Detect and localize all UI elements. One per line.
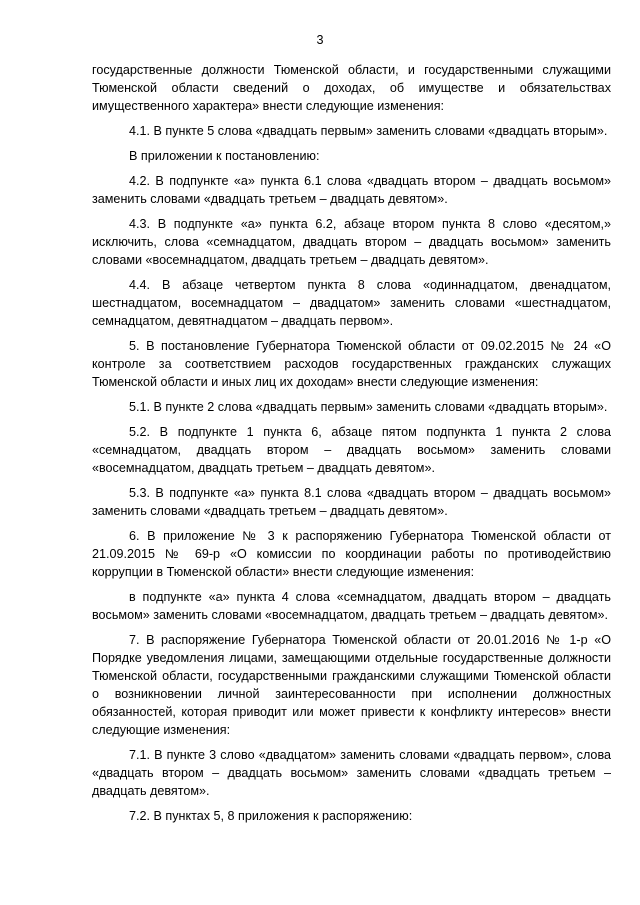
paragraph-4-2: 4.2. В подпункте «а» пункта 6.1 слова «двадцать втором – двадцать восьмом» заменить словами «двадцать третьем – двадцать девятом».: [92, 174, 611, 206]
paragraph-5: 5. В постановление Губернатора Тюменской области от 09.02.2015 № 24 «О контроле за соответствием расходов государственных гражданских служащих Тюменской области и иных лиц их доходам» внести следующие изменения:: [92, 339, 611, 389]
paragraph-4-3: 4.3. В подпункте «а» пункта 6.2, абзаце втором пункта 8 слово «десятом,» исключить, слова «семнадцатом, двадцать втором – двадцать восьмом» заменить словами «восемнадцатом, двадцать третьем – двадцать девятом».: [92, 217, 611, 267]
paragraph-5-2: 5.2. В подпункте 1 пункта 6, абзаце пятом подпункта 1 пункта 2 слова «семнадцатом, двадцать втором – двадцать восьмом» заменить словами «восемнадцатом, двадцать третьем – двадцать девятом».: [92, 425, 611, 475]
paragraph-4-1: 4.1. В пункте 5 слова «двадцать первым» заменить словами «двадцать вторым».: [129, 124, 608, 138]
paragraph-7-2: 7.2. В пунктах 5, 8 приложения к распоряжению:: [129, 809, 413, 823]
paragraph-6-subpoint: в подпункте «а» пункта 4 слова «семнадцатом, двадцать втором – двадцать восьмом» заменить словами «восемнадцатом, двадцать третьем – двадцать девятом».: [92, 590, 611, 622]
paragraph-5-3: 5.3. В подпункте «а» пункта 8.1 слова «двадцать втором – двадцать восьмом» заменить словами «двадцать третьем – двадцать девятом».: [92, 486, 611, 518]
paragraph-intro-continuation: государственные должности Тюменской области, и государственными служащими Тюменской области сведений о доходах, об имуществе и обязательствах имущественного характера» внести следующие изменения:: [92, 63, 611, 113]
paragraph-4-4: 4.4. В абзаце четвертом пункта 8 слова «одиннадцатом, двенадцатом, шестнадцатом, восемнадцатом – двадцатом» заменить словами «шестнадцатом, семнадцатом, девятнадцатом – двадцать первом».: [92, 278, 611, 328]
paragraph-7-1: 7.1. В пункте 3 слово «двадцатом» заменить словами «двадцать первом», слова «двадцать втором – двадцать восьмом» заменить словами «двадцать третьем – двадцать девятом».: [92, 748, 611, 798]
paragraph-7: 7. В распоряжение Губернатора Тюменской области от 20.01.2016 № 1-р «О Порядке уведомления лицами, замещающими отдельные государственные должности Тюменской области, государственными гражданскими служащими Тюменской области о возникновении личной заинтересованности при исполнении должностных обязанностей, которая приводит или может привести к конфликту интересов» внести следующие изменения:: [92, 633, 611, 737]
page-number: 3: [316, 33, 324, 47]
paragraph-appendix-heading: В приложении к постановлению:: [129, 149, 320, 163]
document-body: [92, 61, 611, 832]
paragraph-5-1: 5.1. В пункте 2 слова «двадцать первым» заменить словами «двадцать вторым».: [129, 400, 608, 414]
paragraph-6: 6. В приложение № 3 к распоряжению Губернатора Тюменской области от 21.09.2015 № 69-р «О комиссии по координации работы по противодействию коррупции в Тюменской области» внести следующие изменения:: [92, 529, 611, 579]
